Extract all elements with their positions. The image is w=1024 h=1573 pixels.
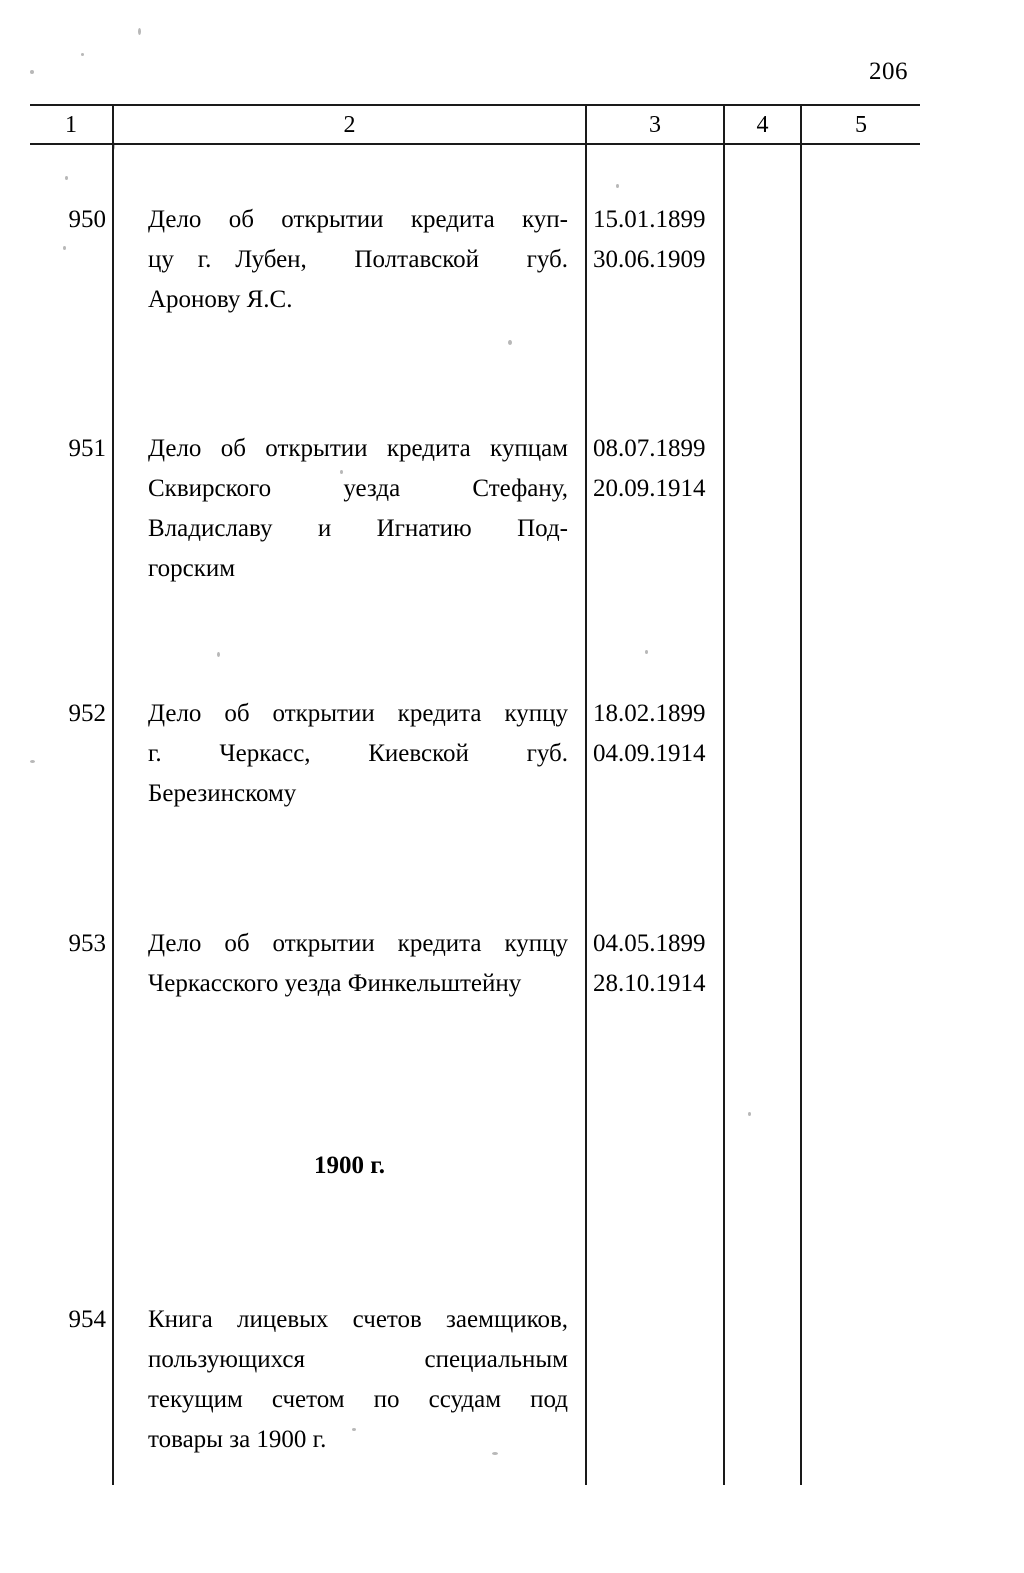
- description-line: товары за 1900 г.: [148, 1426, 327, 1453]
- date-end: 20.09.1914: [593, 475, 706, 502]
- description-line: цу г. Лубен, Полтавской губ.: [148, 246, 568, 273]
- date-end: 30.06.1909: [593, 246, 706, 273]
- description-line: г. Черкасс, Киевской губ.: [148, 740, 568, 767]
- description-line: горским: [148, 555, 236, 582]
- description-line: Дело об открытии кредита купцам: [148, 435, 568, 462]
- column-header-4: 4: [756, 112, 769, 138]
- description-line: Сквирского уезда Стефану,: [148, 475, 568, 502]
- row-dates: [593, 429, 723, 509]
- row-description: [148, 924, 568, 1004]
- description-line: Дело об открытии кредита куп-: [148, 206, 568, 233]
- description-line: Черкасского уезда Финкельштейну: [148, 970, 522, 997]
- row-dates: [593, 200, 723, 280]
- table-header-rule: [30, 143, 920, 145]
- date-start: 18.02.1899: [593, 700, 706, 727]
- row-description: [148, 200, 568, 320]
- description-line: Дело об открытии кредита купцу: [148, 930, 568, 957]
- row-number: 953: [68, 930, 106, 957]
- row-number: 954: [68, 1306, 106, 1333]
- row-dates: [593, 924, 723, 1004]
- scan-speckle: [138, 28, 141, 35]
- description-line: пользующихся специальным: [148, 1346, 568, 1373]
- date-end: 04.09.1914: [593, 740, 706, 767]
- row-number: 951: [68, 435, 106, 462]
- description-line: текущим счетом по ссудам под: [148, 1386, 568, 1413]
- column-divider-3: [723, 104, 725, 1485]
- date-start: 04.05.1899: [593, 930, 706, 957]
- section-heading-year: 1900 г.: [313, 1152, 386, 1179]
- row-number: 950: [68, 206, 106, 233]
- column-divider-4: [800, 104, 802, 1485]
- date-start: 08.07.1899: [593, 435, 706, 462]
- column-header-3: 3: [649, 112, 661, 138]
- date-end: 28.10.1914: [593, 970, 706, 997]
- row-description: [148, 429, 568, 589]
- scan-speckle: [81, 53, 84, 56]
- date-start: 15.01.1899: [593, 206, 706, 233]
- column-divider-2: [585, 104, 587, 1485]
- table-top-rule: [30, 104, 920, 106]
- description-line: Аронову Я.С.: [148, 286, 293, 313]
- row-number: 952: [68, 700, 106, 727]
- description-line: Владиславу и Игнатию Под-: [148, 515, 568, 542]
- row-description: [148, 1300, 568, 1460]
- column-header-2: 2: [343, 112, 356, 138]
- row-description: [148, 694, 568, 814]
- inventory-table: [30, 104, 920, 1485]
- description-line: Книга лицевых счетов заемщиков,: [148, 1306, 568, 1333]
- page-number: 206: [869, 58, 908, 85]
- column-header-1: 1: [65, 112, 77, 138]
- description-line: Дело об открытии кредита купцу: [148, 700, 568, 727]
- column-divider-1: [112, 104, 114, 1485]
- column-header-5: 5: [855, 112, 867, 138]
- description-line: Березинскому: [148, 780, 297, 807]
- row-dates: [593, 694, 723, 774]
